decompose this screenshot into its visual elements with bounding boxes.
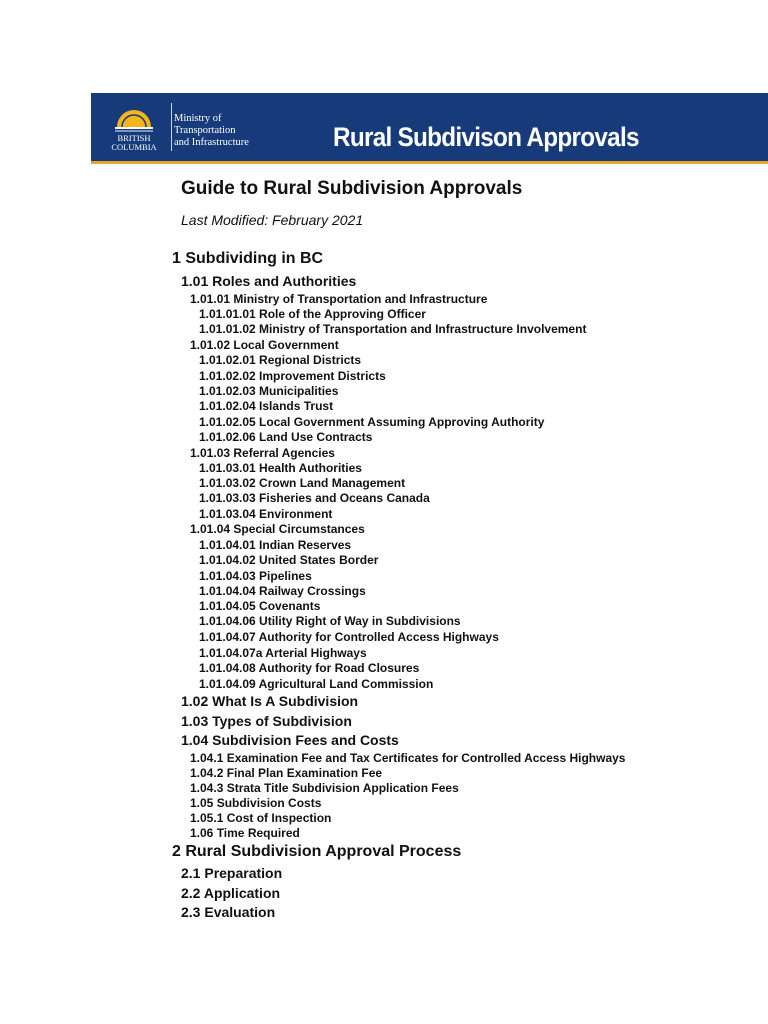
toc-entry[interactable]: 1.01.01.01 Role of the Approving Officer — [199, 307, 426, 321]
toc-entry[interactable]: 1.01.02.01 Regional Districts — [199, 353, 362, 367]
toc-entry[interactable]: 1.01.01.02 Ministry of Transportation and Infrastructure Involvement — [199, 322, 587, 336]
toc-entry[interactable]: 1.04.2 Final Plan Examination Fee — [190, 766, 383, 780]
toc-entry[interactable]: 1.01.02.04 Islands Trust — [199, 399, 334, 413]
toc-entry[interactable]: 2.1 Preparation — [181, 865, 283, 881]
toc-entry[interactable]: 1.05.1 Cost of Inspection — [190, 811, 332, 825]
toc-entry[interactable]: 1.01.02.03 Municipalities — [199, 384, 339, 398]
toc-entry[interactable]: 1.01.03.03 Fisheries and Oceans Canada — [199, 491, 430, 505]
toc-entry[interactable]: 1.01 Roles and Authorities — [181, 273, 357, 289]
toc-entry[interactable]: 1 Subdividing in BC — [172, 250, 324, 267]
toc-entry[interactable]: 1.01.01 Ministry of Transportation and Infrastructure — [190, 292, 488, 306]
toc-entry[interactable]: 1.01.04.02 United States Border — [199, 553, 379, 567]
toc-entry[interactable]: 1.01.04.06 Utility Right of Way in Subdivisions — [199, 614, 461, 628]
toc-entry[interactable]: 1.01.04.04 Railway Crossings — [199, 584, 366, 598]
toc-entry[interactable]: 1.03 Types of Subdivision — [181, 713, 352, 729]
banner-title: Rural Subdivison Approvals — [333, 122, 639, 152]
last-modified: Last Modified: February 2021 — [181, 212, 364, 228]
logo-text: BRITISH COLUMBIA — [111, 133, 157, 152]
toc-entry[interactable]: 1.01.02.02 Improvement Districts — [199, 369, 386, 383]
toc-entry[interactable]: 1.01.04.09 Agricultural Land Commission — [199, 677, 434, 691]
toc-entry[interactable]: 1.01.04.03 Pipelines — [199, 569, 312, 583]
ministry-name: Ministry of Transportation and Infrastructure — [174, 113, 249, 148]
toc-entry[interactable]: 1.01.02.06 Land Use Contracts — [199, 430, 373, 444]
toc-entry[interactable]: 1.01.04 Special Circumstances — [190, 522, 365, 536]
toc-entry[interactable]: 1.01.04.07a Arterial Highways — [199, 646, 367, 660]
bc-logo — [102, 101, 166, 155]
toc-entry[interactable]: 1.01.02.05 Local Government Assuming Approving Authority — [199, 415, 545, 429]
sun-icon — [113, 101, 155, 133]
toc-entry[interactable]: 1.01.04.07 Authority for Controlled Access Highways — [199, 630, 499, 644]
banner-divider — [171, 103, 172, 151]
toc-entry[interactable]: 1.01.03 Referral Agencies — [190, 446, 335, 460]
toc-entry[interactable]: 2 Rural Subdivision Approval Process — [172, 843, 462, 860]
toc-entry[interactable]: 1.05 Subdivision Costs — [190, 796, 322, 810]
toc-entry[interactable]: 1.02 What Is A Subdivision — [181, 693, 359, 709]
header-banner — [91, 93, 768, 164]
toc-entry[interactable]: 2.2 Application — [181, 885, 281, 901]
toc-entry[interactable]: 1.01.02 Local Government — [190, 338, 339, 352]
toc-entry[interactable]: 1.04 Subdivision Fees and Costs — [181, 732, 399, 748]
toc-entry[interactable]: 1.01.03.02 Crown Land Management — [199, 476, 406, 490]
toc-entry[interactable]: 1.04.1 Examination Fee and Tax Certificates for Controlled Access Highways — [190, 751, 626, 765]
toc-entry[interactable]: 1.06 Time Required — [190, 826, 300, 840]
toc-entry[interactable]: 1.01.03.01 Health Authorities — [199, 461, 362, 475]
toc-entry[interactable]: 1.01.04.01 Indian Reserves — [199, 538, 352, 552]
toc-entry[interactable]: 1.04.3 Strata Title Subdivision Application Fees — [190, 781, 459, 795]
toc-entry[interactable]: 1.01.04.08 Authority for Road Closures — [199, 661, 420, 675]
toc-entry[interactable]: 2.3 Evaluation — [181, 904, 276, 920]
toc-entry[interactable]: 1.01.04.05 Covenants — [199, 599, 321, 613]
toc-entry[interactable]: 1.01.03.04 Environment — [199, 507, 333, 521]
document-title: Guide to Rural Subdivision Approvals — [181, 178, 523, 199]
